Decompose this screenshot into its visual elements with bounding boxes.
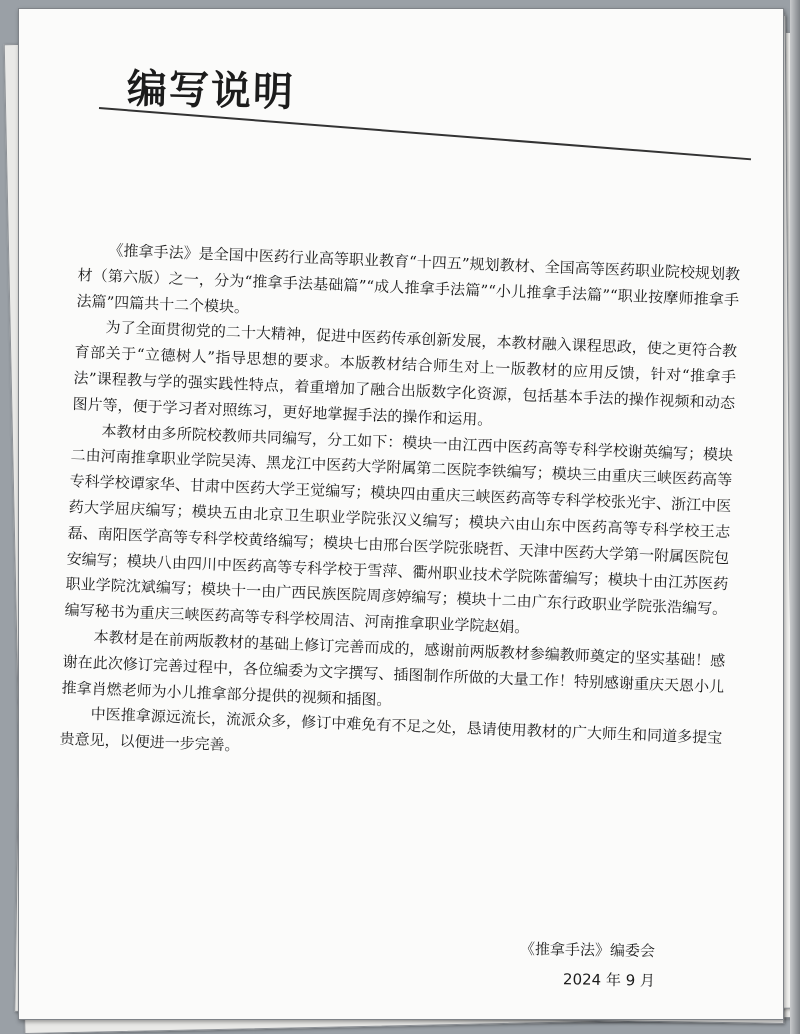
- paragraph-intro: 《推拿手法》是全国中医药行业高等职业教育“十四五”规划教材、全国高等医药职业院校规划教材（第六版）之一，分为“推拿手法基础篇”“成人推拿手法篇”“小儿推拿手法篇”“职业按摩师推拿手法篇”四篇共十二个模块。: [76, 241, 741, 317]
- document-page: [18, 8, 784, 1020]
- page-title: 编写说明: [126, 66, 296, 116]
- paragraph-authors: 本教材由多所院校教师共同编写，分工如下：模块一由江西中医药高等专科学校谢英编写；模块二由河南推拿职业学院吴涛、黑龙江中医药大学附属第二医院李铁编写；模块三由重庆三峡医药高等专科学校谭家华、甘肃中医药大学王觉编写；模块四由重庆三峡医药高等专科学校张光宇、浙江中医药大学屈庆编写；模块五由北京卫生职业学院张汉义编写；模块六由山东中医药高等专科学校王志磊、南阳医学高等专科学校黄络编写；模块七由邢台医学院张晓哲、天津中医药大学第一附属医院包安编写；模块八由四川中医药高等专科学校于雪萍、衢州职业技术学院陈蕾编写；模块十由江苏医药职业学院沈斌编写；模块十一由广西民族医院周彦婷编写；模块十二由广东行政职业学院张浩编写。编写秘书为重庆三峡医药高等专科学校周洁、河南推拿职业学院赵娟。: [64, 421, 734, 637]
- page-stack-edge: [790, 0, 800, 1034]
- title-underline: [99, 107, 751, 160]
- paragraph-thanks: 本教材是在前两版教材的基础上修订完善而成的，感谢前两版教材参编教师奠定的坚实基础！感谢在此次修订完善过程中，各位编委为文字撰写、插图制作所做的大量工作！特别感谢重庆天恩小儿推拿肖燃老师为小儿推拿部分提供的视频和插图。: [61, 627, 726, 709]
- signature-org: 《推拿手法》编委会: [519, 939, 656, 961]
- signature-date: 2024 年 9 月: [562, 970, 656, 990]
- paragraph-closing: 中医推拿源远流长，流派众多，修订中难免有不足之处，恳请使用教材的广大师生和同道多提宝贵意见，以便进一步完善。: [59, 705, 723, 755]
- paragraph-goals: 为了全面贯彻党的二十大精神，促进中医药传承创新发展，本教材融入课程思政，使之更符合教育部关于“立德树人”指导思想的要求。本版教材结合师生对上一版教材的应用反馈，针对“推拿手法”课程教与学的强实践性特点，着重增加了融合出版数字化资源，包括基本手法的操作视频和动态图片等，便于学习者对照练习，更好地掌握手法的操作和运用。: [72, 318, 738, 429]
- body-text: [59, 237, 740, 778]
